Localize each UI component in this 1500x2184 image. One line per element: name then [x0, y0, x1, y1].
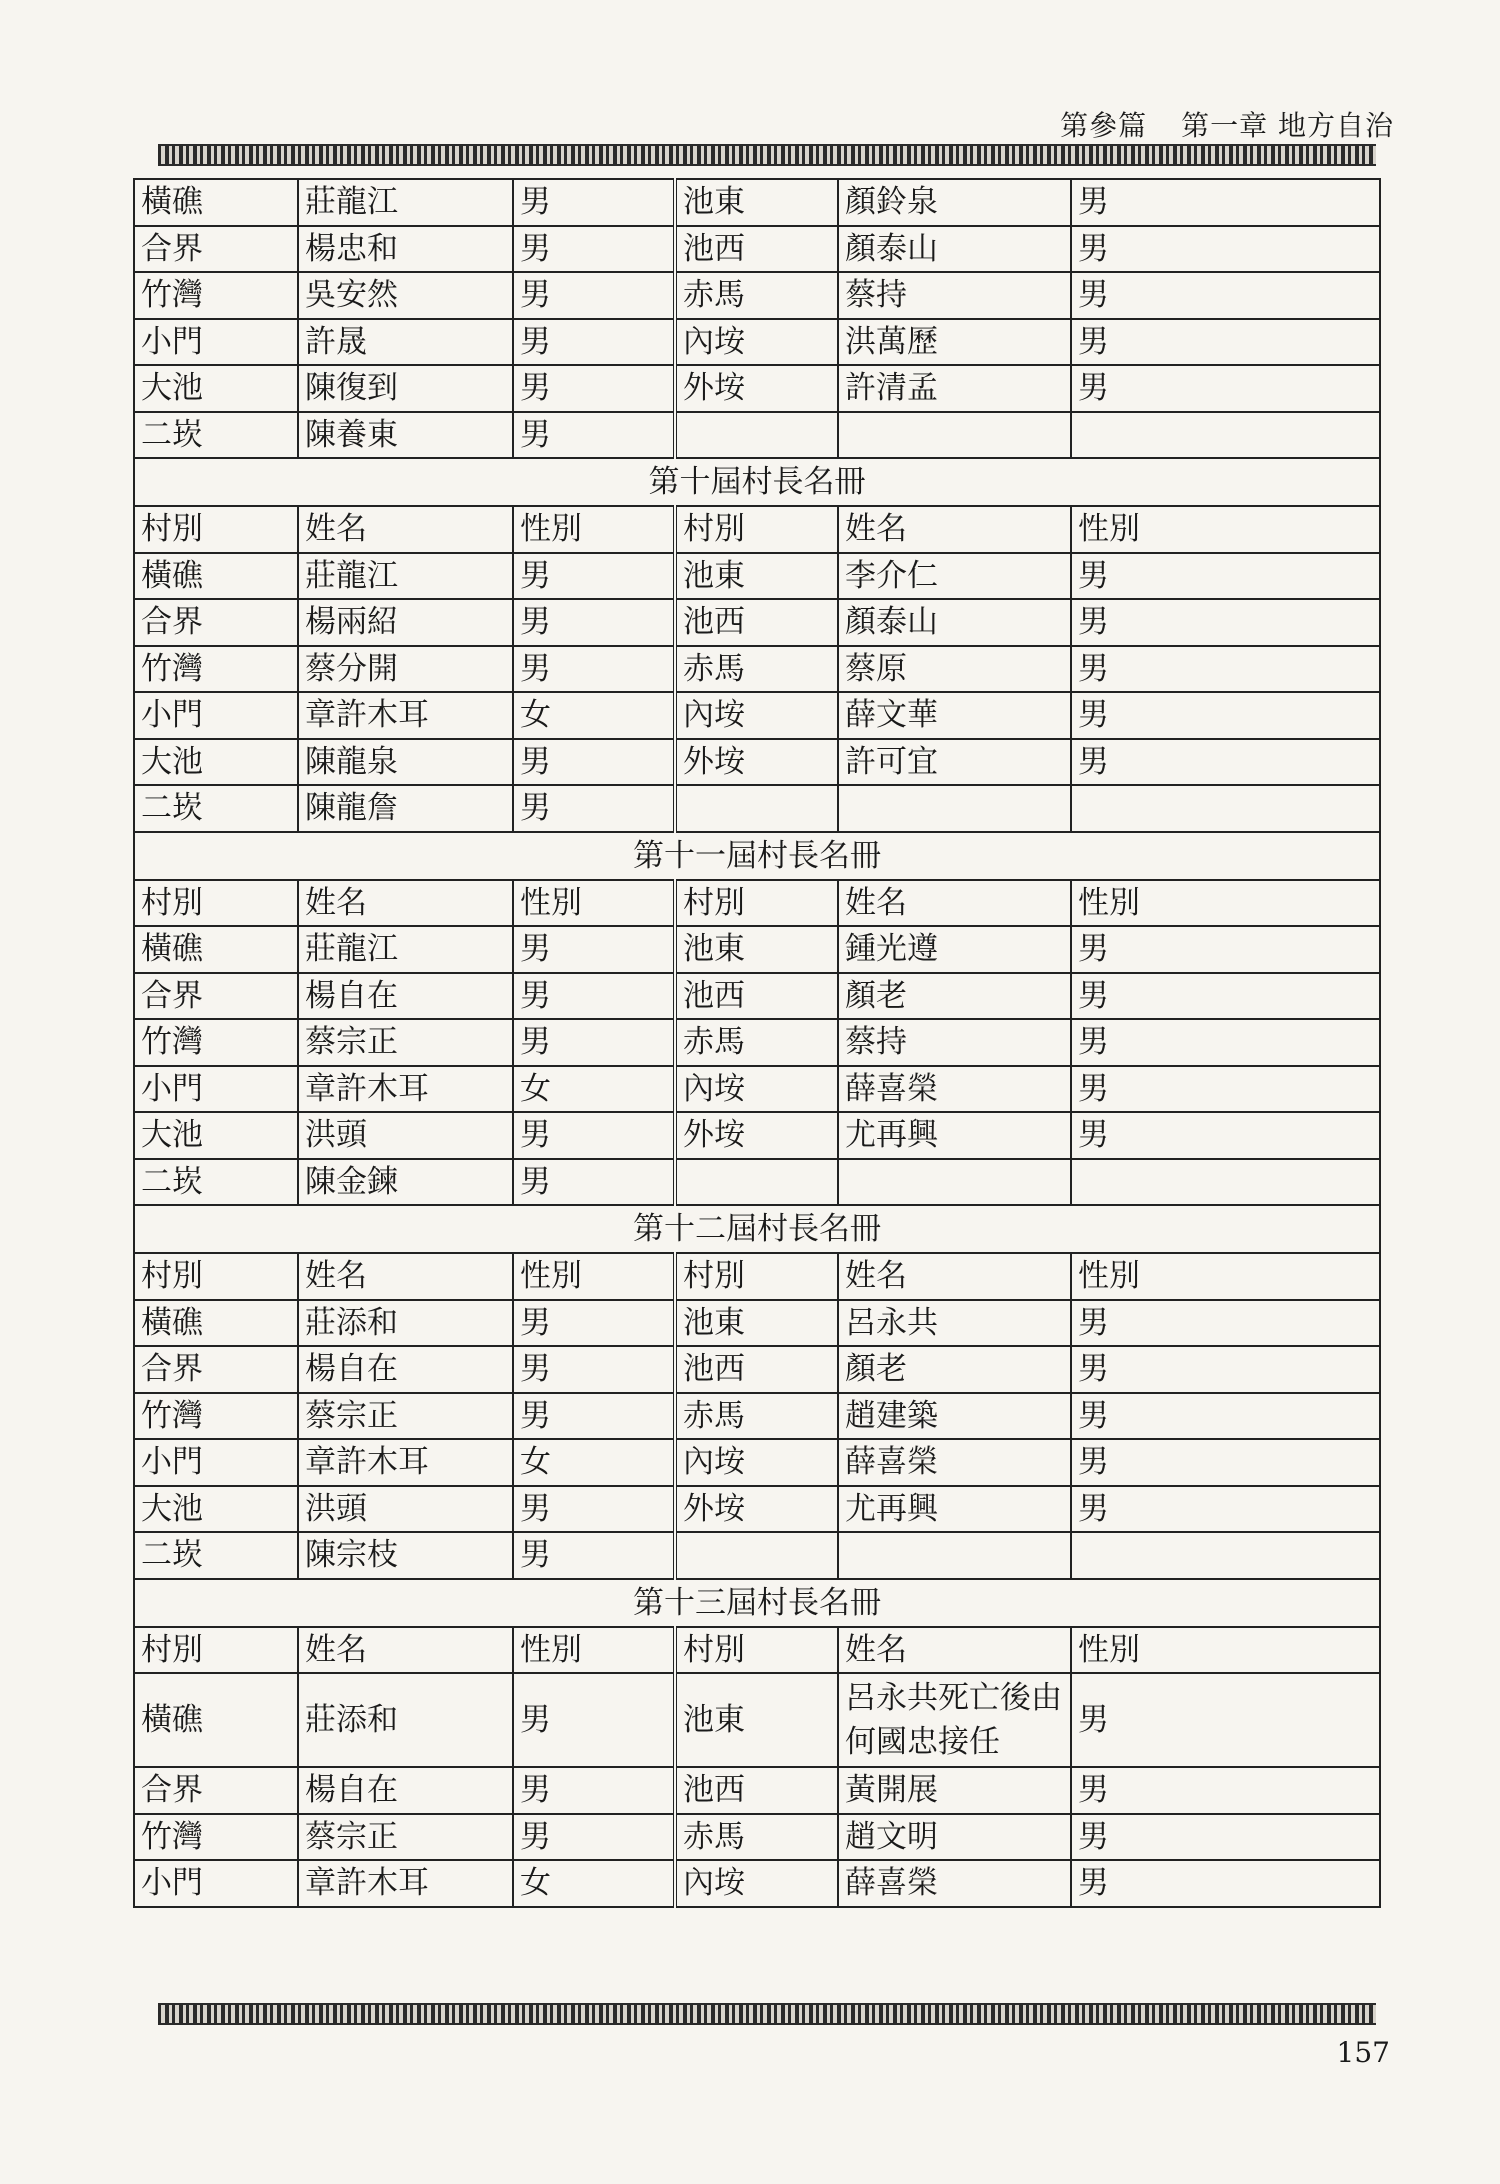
name-cell: 楊自在	[298, 973, 513, 1020]
decorative-band-top	[158, 144, 1376, 166]
village-cell: 大池	[134, 365, 298, 412]
name-cell: 章許木耳	[298, 1439, 513, 1486]
column-header: 姓名	[298, 880, 513, 927]
table-row	[134, 692, 1380, 739]
name-cell: 薛喜榮	[838, 1860, 1071, 1907]
gender-cell: 男	[513, 646, 675, 693]
column-header-row	[134, 1627, 1380, 1674]
name-cell	[838, 785, 1071, 832]
village-chief-roster-table	[133, 178, 1381, 1908]
name-cell: 薛文華	[838, 692, 1071, 739]
column-header: 姓名	[838, 880, 1071, 927]
village-cell: 外垵	[675, 1486, 838, 1533]
gender-cell: 男	[1071, 319, 1380, 366]
table-row	[134, 599, 1380, 646]
village-cell: 內垵	[675, 1860, 838, 1907]
name-cell: 薛喜榮	[838, 1066, 1071, 1113]
section-title: 第十三屆村長名冊	[134, 1579, 1380, 1627]
name-cell: 尤再興	[838, 1112, 1071, 1159]
section-title: 第十一屆村長名冊	[134, 832, 1380, 880]
column-header: 性別	[513, 880, 675, 927]
gender-cell: 男	[513, 226, 675, 273]
gender-cell: 男	[513, 1346, 675, 1393]
column-header: 性別	[1071, 1627, 1380, 1674]
name-cell: 蔡原	[838, 646, 1071, 693]
village-cell: 小門	[134, 1439, 298, 1486]
village-cell: 池西	[675, 1346, 838, 1393]
gender-cell: 男	[1071, 926, 1380, 973]
table-row	[134, 226, 1380, 273]
column-header-row	[134, 880, 1380, 927]
column-header: 村別	[134, 880, 298, 927]
decorative-band-bottom	[158, 2003, 1376, 2025]
column-header: 姓名	[298, 1253, 513, 1300]
column-header: 村別	[134, 506, 298, 553]
gender-cell: 男	[513, 1814, 675, 1861]
column-header: 姓名	[838, 1627, 1071, 1674]
column-header: 村別	[675, 880, 838, 927]
name-cell: 蔡宗正	[298, 1393, 513, 1440]
table-row	[134, 1532, 1380, 1579]
column-header: 性別	[1071, 1253, 1380, 1300]
gender-cell: 男	[1071, 179, 1380, 226]
village-cell: 池東	[675, 179, 838, 226]
village-cell	[675, 1532, 838, 1579]
gender-cell: 女	[513, 1439, 675, 1486]
name-cell: 顏老	[838, 973, 1071, 1020]
gender-cell: 男	[1071, 226, 1380, 273]
village-cell: 二崁	[134, 785, 298, 832]
village-cell: 池東	[675, 926, 838, 973]
name-cell: 楊忠和	[298, 226, 513, 273]
village-cell: 橫礁	[134, 1673, 298, 1767]
gender-cell: 男	[513, 319, 675, 366]
gender-cell: 男	[1071, 1814, 1380, 1861]
name-cell: 尤再興	[838, 1486, 1071, 1533]
page-number: 157	[1336, 2036, 1390, 2069]
village-cell: 外垵	[675, 365, 838, 412]
village-cell: 合界	[134, 973, 298, 1020]
table-row	[134, 739, 1380, 786]
name-cell: 趙建築	[838, 1393, 1071, 1440]
table-row	[134, 1019, 1380, 1066]
table-row	[134, 1673, 1380, 1767]
name-cell: 洪頭	[298, 1112, 513, 1159]
name-cell: 顏老	[838, 1346, 1071, 1393]
gender-cell	[1071, 1532, 1380, 1579]
gender-cell: 女	[513, 1860, 675, 1907]
gender-cell: 男	[513, 1393, 675, 1440]
table-row	[134, 785, 1380, 832]
name-cell	[838, 412, 1071, 459]
village-cell: 內垵	[675, 1439, 838, 1486]
village-cell: 赤馬	[675, 272, 838, 319]
gender-cell: 男	[513, 365, 675, 412]
village-cell: 二崁	[134, 1159, 298, 1206]
village-cell: 池東	[675, 553, 838, 600]
table-row	[134, 1112, 1380, 1159]
column-header: 姓名	[298, 1627, 513, 1674]
village-cell: 合界	[134, 599, 298, 646]
column-header-row	[134, 1253, 1380, 1300]
name-cell: 楊兩紹	[298, 599, 513, 646]
table-row	[134, 1814, 1380, 1861]
gender-cell: 男	[1071, 973, 1380, 1020]
name-cell: 蔡持	[838, 272, 1071, 319]
section-title-row	[134, 458, 1380, 506]
gender-cell: 男	[513, 599, 675, 646]
chapter-label: 第一章 地方自治	[1181, 109, 1394, 142]
gender-cell: 男	[1071, 365, 1380, 412]
gender-cell: 男	[1071, 646, 1380, 693]
name-cell	[838, 1532, 1071, 1579]
name-cell: 許晟	[298, 319, 513, 366]
gender-cell: 男	[513, 1532, 675, 1579]
name-cell: 莊添和	[298, 1673, 513, 1767]
village-cell: 赤馬	[675, 1019, 838, 1066]
name-cell: 莊龍江	[298, 179, 513, 226]
column-header: 村別	[134, 1253, 298, 1300]
table-row	[134, 319, 1380, 366]
table-row	[134, 646, 1380, 693]
name-cell: 洪頭	[298, 1486, 513, 1533]
name-cell: 蔡宗正	[298, 1814, 513, 1861]
gender-cell: 男	[513, 1486, 675, 1533]
village-cell: 內垵	[675, 319, 838, 366]
gender-cell: 男	[513, 179, 675, 226]
village-cell: 合界	[134, 1767, 298, 1814]
gender-cell: 男	[1071, 1486, 1380, 1533]
column-header: 姓名	[838, 1253, 1071, 1300]
gender-cell	[1071, 412, 1380, 459]
gender-cell: 男	[513, 1767, 675, 1814]
name-cell: 陳復到	[298, 365, 513, 412]
gender-cell: 女	[513, 692, 675, 739]
village-cell: 竹灣	[134, 272, 298, 319]
name-cell: 莊龍江	[298, 926, 513, 973]
village-cell: 橫礁	[134, 1300, 298, 1347]
village-cell: 小門	[134, 692, 298, 739]
name-cell: 蔡持	[838, 1019, 1071, 1066]
name-cell: 楊自在	[298, 1767, 513, 1814]
gender-cell: 男	[1071, 1767, 1380, 1814]
village-cell: 合界	[134, 1346, 298, 1393]
gender-cell: 男	[1071, 553, 1380, 600]
gender-cell: 男	[1071, 1393, 1380, 1440]
gender-cell: 男	[1071, 1112, 1380, 1159]
table-row	[134, 1860, 1380, 1907]
name-cell: 陳宗枝	[298, 1532, 513, 1579]
name-cell: 顏鈴泉	[838, 179, 1071, 226]
name-cell: 呂永共	[838, 1300, 1071, 1347]
village-cell: 合界	[134, 226, 298, 273]
gender-cell: 男	[513, 1159, 675, 1206]
village-cell: 小門	[134, 319, 298, 366]
gender-cell: 男	[1071, 1019, 1380, 1066]
village-cell: 橫礁	[134, 179, 298, 226]
village-cell: 竹灣	[134, 1019, 298, 1066]
gender-cell: 男	[513, 926, 675, 973]
village-cell: 內垵	[675, 1066, 838, 1113]
section-title-row	[134, 832, 1380, 880]
village-cell: 赤馬	[675, 1393, 838, 1440]
gender-cell: 男	[1071, 1300, 1380, 1347]
village-cell: 小門	[134, 1066, 298, 1113]
village-cell: 橫礁	[134, 926, 298, 973]
table-row	[134, 926, 1380, 973]
name-cell: 楊自在	[298, 1346, 513, 1393]
village-cell: 池西	[675, 226, 838, 273]
village-cell	[675, 785, 838, 832]
gender-cell: 男	[1071, 1439, 1380, 1486]
column-header: 村別	[675, 506, 838, 553]
table-row	[134, 365, 1380, 412]
name-cell: 黃開展	[838, 1767, 1071, 1814]
gender-cell: 男	[1071, 599, 1380, 646]
village-cell	[675, 1159, 838, 1206]
gender-cell: 男	[513, 553, 675, 600]
section-title-row	[134, 1579, 1380, 1627]
village-cell: 二崁	[134, 412, 298, 459]
table-row	[134, 179, 1380, 226]
gender-cell: 男	[1071, 692, 1380, 739]
village-cell: 赤馬	[675, 1814, 838, 1861]
name-cell: 陳養東	[298, 412, 513, 459]
gender-cell	[1071, 785, 1380, 832]
village-cell: 外垵	[675, 1112, 838, 1159]
part-label: 第參篇	[1060, 109, 1148, 142]
table-row	[134, 1486, 1380, 1533]
village-cell	[675, 412, 838, 459]
village-cell: 竹灣	[134, 1393, 298, 1440]
village-cell: 大池	[134, 1486, 298, 1533]
name-cell: 許清孟	[838, 365, 1071, 412]
column-header: 村別	[675, 1627, 838, 1674]
village-cell: 竹灣	[134, 646, 298, 693]
name-cell: 章許木耳	[298, 1860, 513, 1907]
table-row	[134, 1767, 1380, 1814]
village-cell: 大池	[134, 1112, 298, 1159]
gender-cell	[1071, 1159, 1380, 1206]
column-header: 性別	[513, 1253, 675, 1300]
section-title: 第十屆村長名冊	[134, 458, 1380, 506]
name-cell: 陳龍詹	[298, 785, 513, 832]
gender-cell: 男	[513, 1673, 675, 1767]
table-row	[134, 553, 1380, 600]
name-cell: 鍾光遵	[838, 926, 1071, 973]
table-row	[134, 1346, 1380, 1393]
gender-cell: 男	[1071, 272, 1380, 319]
gender-cell: 男	[1071, 1346, 1380, 1393]
name-cell: 洪萬歷	[838, 319, 1071, 366]
column-header: 性別	[1071, 506, 1380, 553]
column-header: 性別	[1071, 880, 1380, 927]
gender-cell: 男	[513, 785, 675, 832]
name-cell: 許可宜	[838, 739, 1071, 786]
table-row	[134, 1066, 1380, 1113]
column-header: 村別	[134, 1627, 298, 1674]
column-header: 性別	[513, 1627, 675, 1674]
table-row	[134, 412, 1380, 459]
roster-body	[134, 179, 1380, 1907]
name-cell: 蔡分開	[298, 646, 513, 693]
gender-cell: 男	[513, 973, 675, 1020]
gender-cell: 男	[1071, 1066, 1380, 1113]
gender-cell: 男	[513, 1300, 675, 1347]
name-cell: 李介仁	[838, 553, 1071, 600]
name-cell: 顏泰山	[838, 599, 1071, 646]
table-row	[134, 272, 1380, 319]
name-cell: 吳安然	[298, 272, 513, 319]
village-cell: 池西	[675, 973, 838, 1020]
village-cell: 池東	[675, 1673, 838, 1767]
village-cell: 二崁	[134, 1532, 298, 1579]
running-header	[1036, 104, 1394, 144]
name-cell: 呂永共死亡後由何國忠接任	[838, 1673, 1071, 1767]
village-cell: 外垵	[675, 739, 838, 786]
name-cell: 蔡宗正	[298, 1019, 513, 1066]
gender-cell: 男	[1071, 1860, 1380, 1907]
village-cell: 小門	[134, 1860, 298, 1907]
name-cell: 陳金鍊	[298, 1159, 513, 1206]
column-header: 姓名	[838, 506, 1071, 553]
gender-cell: 男	[513, 412, 675, 459]
table-row	[134, 1300, 1380, 1347]
column-header-row	[134, 506, 1380, 553]
name-cell: 薛喜榮	[838, 1439, 1071, 1486]
name-cell: 顏泰山	[838, 226, 1071, 273]
gender-cell: 男	[1071, 1673, 1380, 1767]
gender-cell: 男	[513, 739, 675, 786]
column-header: 性別	[513, 506, 675, 553]
name-cell: 章許木耳	[298, 1066, 513, 1113]
name-cell: 章許木耳	[298, 692, 513, 739]
gender-cell: 男	[513, 1019, 675, 1066]
name-cell	[838, 1159, 1071, 1206]
name-cell: 趙文明	[838, 1814, 1071, 1861]
table-row	[134, 1159, 1380, 1206]
column-header: 姓名	[298, 506, 513, 553]
name-cell: 莊龍江	[298, 553, 513, 600]
table-row	[134, 973, 1380, 1020]
village-cell: 赤馬	[675, 646, 838, 693]
name-cell: 陳龍泉	[298, 739, 513, 786]
name-cell: 莊添和	[298, 1300, 513, 1347]
village-cell: 池西	[675, 1767, 838, 1814]
village-cell: 池西	[675, 599, 838, 646]
section-title: 第十二屆村長名冊	[134, 1205, 1380, 1253]
gender-cell: 男	[513, 1112, 675, 1159]
table-row	[134, 1393, 1380, 1440]
table-row	[134, 1439, 1380, 1486]
column-header: 村別	[675, 1253, 838, 1300]
gender-cell: 男	[1071, 739, 1380, 786]
gender-cell: 男	[513, 272, 675, 319]
village-cell: 大池	[134, 739, 298, 786]
village-cell: 內垵	[675, 692, 838, 739]
village-cell: 橫礁	[134, 553, 298, 600]
village-cell: 竹灣	[134, 1814, 298, 1861]
section-title-row	[134, 1205, 1380, 1253]
gender-cell: 女	[513, 1066, 675, 1113]
village-cell: 池東	[675, 1300, 838, 1347]
